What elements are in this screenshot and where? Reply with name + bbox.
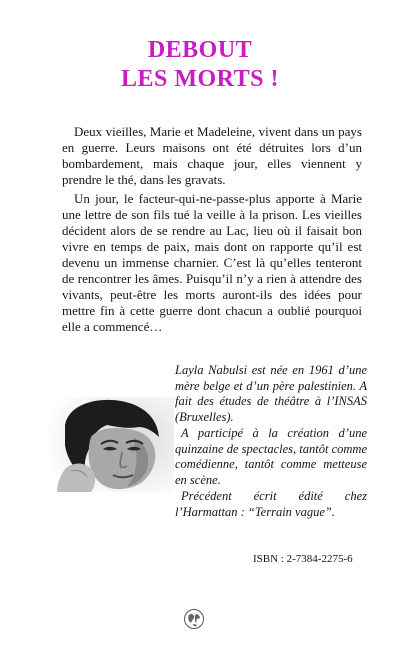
isbn-number: ISBN : 2-7384-2275-6 bbox=[253, 553, 353, 565]
globe-logo-icon bbox=[183, 608, 205, 630]
back-cover-summary bbox=[62, 124, 362, 338]
summary-paragraph: Un jour, le facteur-qui-ne-passe-plus apporte à Marie une lettre de son fils tué la veille à la prison. Les vieilles décident alors de se rendre au Lac, lieu où il faisait bon vivre en temps de paix, mais dont on rapporte qu’il est devenu un immense charnier. C’est là qu’elles tenteront de rencontrer les âmes. Puisqu’il n’y a rien à attendre des vivants, peut-être les morts auront-ils des idées pour mettre fin à cette guerre dont chacun a oublié pourquoi elle a commencé… bbox=[62, 191, 362, 334]
summary-paragraph: Deux vieilles, Marie et Madeleine, vivent dans un pays en guerre. Leurs maisons ont été détruites lors d’un bombardement, mais chaque jour, elles viennent y prendre le thé, dans les gravats. bbox=[62, 124, 362, 187]
bio-paragraph: Layla Nabulsi est née en 1961 d’une mère belge et d’un père palestinien. A fait des études de théâtre à l’INSAS (Bruxelles). bbox=[175, 363, 367, 424]
title-line-2: LES MORTS ! bbox=[120, 66, 280, 92]
book-title bbox=[0, 36, 400, 94]
author-photo bbox=[47, 397, 174, 492]
author-biography bbox=[175, 363, 367, 521]
author-portrait-image bbox=[47, 397, 174, 492]
title-line-1: DEBOUT bbox=[147, 37, 253, 63]
bio-paragraph: Précédent écrit édité chez l’Harmattan : “Terrain vague”. bbox=[175, 489, 367, 519]
bio-paragraph: A participé à la création d’une quinzaine de spectacles, tantôt comme comédienne, tantôt comme metteuse en scène. bbox=[175, 426, 367, 487]
